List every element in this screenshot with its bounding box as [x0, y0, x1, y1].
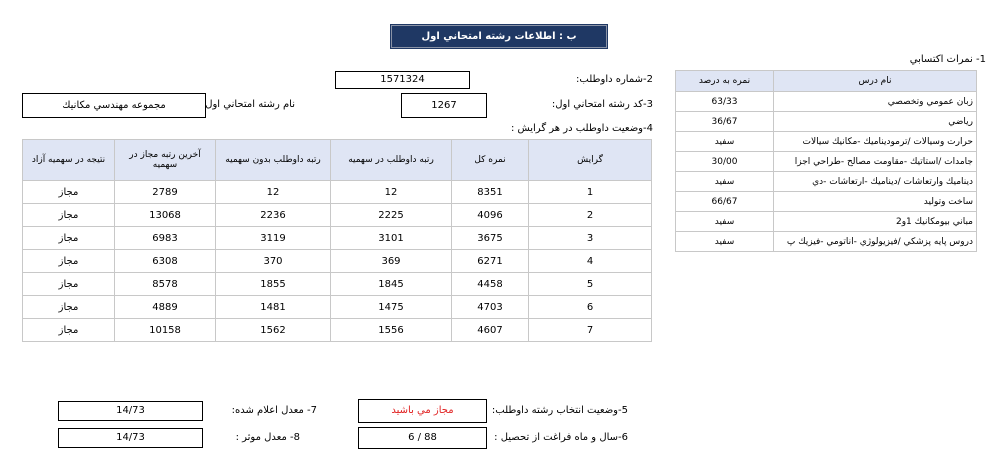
course-grade: سفيد [676, 132, 774, 152]
table-row [23, 181, 652, 204]
course-name: زبان عمومي وتخصصي [774, 92, 977, 112]
cell-result: مجاز [23, 181, 115, 204]
announced-average-label: 7- معدل اعلام شده: [231, 405, 317, 416]
selection-status-label: 5-وضعيت انتخاب رشته داوطلب: [491, 405, 628, 416]
col-free-quota-result: نتيجه در سهميه آزاد [23, 140, 115, 181]
col-grade-percent: نمره به درصد [676, 71, 774, 92]
course-grade: سفيد [676, 232, 774, 252]
cell-rank-no-quota: 12 [216, 181, 331, 204]
cell-total-score: 4703 [452, 296, 529, 319]
table-row [23, 273, 652, 296]
grades-row [676, 232, 977, 252]
effective-average-box: 14/73 [58, 428, 203, 448]
cell-result: مجاز [23, 204, 115, 227]
table-header-row [23, 140, 652, 181]
course-grade: 36/67 [676, 112, 774, 132]
cell-rank-no-quota: 2236 [216, 204, 331, 227]
cell-rank-quota: 369 [331, 250, 452, 273]
course-name: رياضي [774, 112, 977, 132]
col-course-name: نام درس [774, 71, 977, 92]
table-row [23, 204, 652, 227]
cell-rank-quota: 1556 [331, 319, 452, 342]
col-rank-no-quota: رتبه داوطلب بدون سهميه [216, 140, 331, 181]
col-total-score: نمره كل [452, 140, 529, 181]
cell-last-allowed-rank: 4889 [115, 296, 216, 319]
cell-orientation: 5 [529, 273, 652, 296]
course-name: ديناميك وارتعاشات /ديناميك -ارتعاشات -دي [774, 172, 977, 192]
field-code-box: 1267 [401, 93, 487, 118]
cell-total-score: 4458 [452, 273, 529, 296]
graduation-date-box: 6 / 88 [358, 427, 487, 449]
grades-row [676, 192, 977, 212]
announced-average-box: 14/73 [58, 401, 203, 421]
cell-orientation: 2 [529, 204, 652, 227]
table-row [23, 296, 652, 319]
cell-orientation: 4 [529, 250, 652, 273]
grades-row [676, 92, 977, 112]
cell-rank-quota: 1475 [331, 296, 452, 319]
cell-last-allowed-rank: 6983 [115, 227, 216, 250]
effective-average-label: 8- معدل موثر : [235, 432, 300, 443]
grades-table [675, 70, 977, 252]
cell-rank-no-quota: 1562 [216, 319, 331, 342]
cell-rank-quota: 2225 [331, 204, 452, 227]
field-name-box: مجموعه مهندسي مكانيك [22, 93, 206, 118]
cell-last-allowed-rank: 8578 [115, 273, 216, 296]
cell-total-score: 8351 [452, 181, 529, 204]
cell-rank-quota: 3101 [331, 227, 452, 250]
cell-orientation: 6 [529, 296, 652, 319]
table-row [23, 250, 652, 273]
cell-last-allowed-rank: 6308 [115, 250, 216, 273]
section-banner: ب : اطلاعات رشته امتحاني اول [391, 25, 607, 48]
course-name: جامدات /استاتيك -مقاومت مصالح -طراحي اجزا [774, 152, 977, 172]
field-code-label: 3-كد رشته امتحاني اول: [551, 99, 653, 110]
cell-result: مجاز [23, 227, 115, 250]
cell-rank-no-quota: 1481 [216, 296, 331, 319]
cell-orientation: 7 [529, 319, 652, 342]
cell-orientation: 1 [529, 181, 652, 204]
grades-title: 1- نمرات اكتسابي [909, 54, 986, 65]
cell-result: مجاز [23, 250, 115, 273]
cell-rank-no-quota: 370 [216, 250, 331, 273]
course-grade: 66/67 [676, 192, 774, 212]
cell-last-allowed-rank: 2789 [115, 181, 216, 204]
grades-row [676, 112, 977, 132]
cell-total-score: 4096 [452, 204, 529, 227]
cell-orientation: 3 [529, 227, 652, 250]
grades-row [676, 172, 977, 192]
table-row [23, 227, 652, 250]
cell-rank-quota: 12 [331, 181, 452, 204]
grades-header-row [676, 71, 977, 92]
cell-rank-no-quota: 1855 [216, 273, 331, 296]
course-name: مباني بيومكانيك 1و2 [774, 212, 977, 232]
field-name-label: نام رشته امتحاني اول [205, 99, 295, 110]
cell-rank-quota: 1845 [331, 273, 452, 296]
cell-result: مجاز [23, 273, 115, 296]
graduation-date-label: 6-سال و ماه فراغت از تحصيل : [494, 432, 628, 443]
course-grade: سفيد [676, 212, 774, 232]
cell-total-score: 3675 [452, 227, 529, 250]
course-name: ساخت وتوليد [774, 192, 977, 212]
grades-row [676, 152, 977, 172]
cell-last-allowed-rank: 13068 [115, 204, 216, 227]
cell-total-score: 6271 [452, 250, 529, 273]
col-orientation: گرايش [529, 140, 652, 181]
status-per-orientation-label: 4-وضعيت داوطلب در هر گرايش : [510, 123, 653, 134]
course-grade: سفيد [676, 172, 774, 192]
col-rank-quota: رتبه داوطلب در سهميه [331, 140, 452, 181]
table-row [23, 319, 652, 342]
cell-result: مجاز [23, 296, 115, 319]
applicant-number-field: 1571324 [335, 71, 470, 89]
col-last-allowed-rank: آخرين رتبه مجاز در سهميه [115, 140, 216, 181]
cell-total-score: 4607 [452, 319, 529, 342]
selection-status-box: مجاز مي باشيد [358, 399, 487, 423]
course-name: حرارت وسيالات /ترموديناميك -مكانيك سيالات [774, 132, 977, 152]
course-grade: 63/33 [676, 92, 774, 112]
grades-row [676, 132, 977, 152]
course-grade: 30/00 [676, 152, 774, 172]
orientation-table [22, 139, 652, 342]
cell-result: مجاز [23, 319, 115, 342]
course-name: دروس پايه پزشكي /فيزيولوژي -اناتومي -فيزيك پ [774, 232, 977, 252]
cell-rank-no-quota: 3119 [216, 227, 331, 250]
grades-row [676, 212, 977, 232]
applicant-number-label: 2-شماره داوطلب: [576, 74, 653, 85]
cell-last-allowed-rank: 10158 [115, 319, 216, 342]
